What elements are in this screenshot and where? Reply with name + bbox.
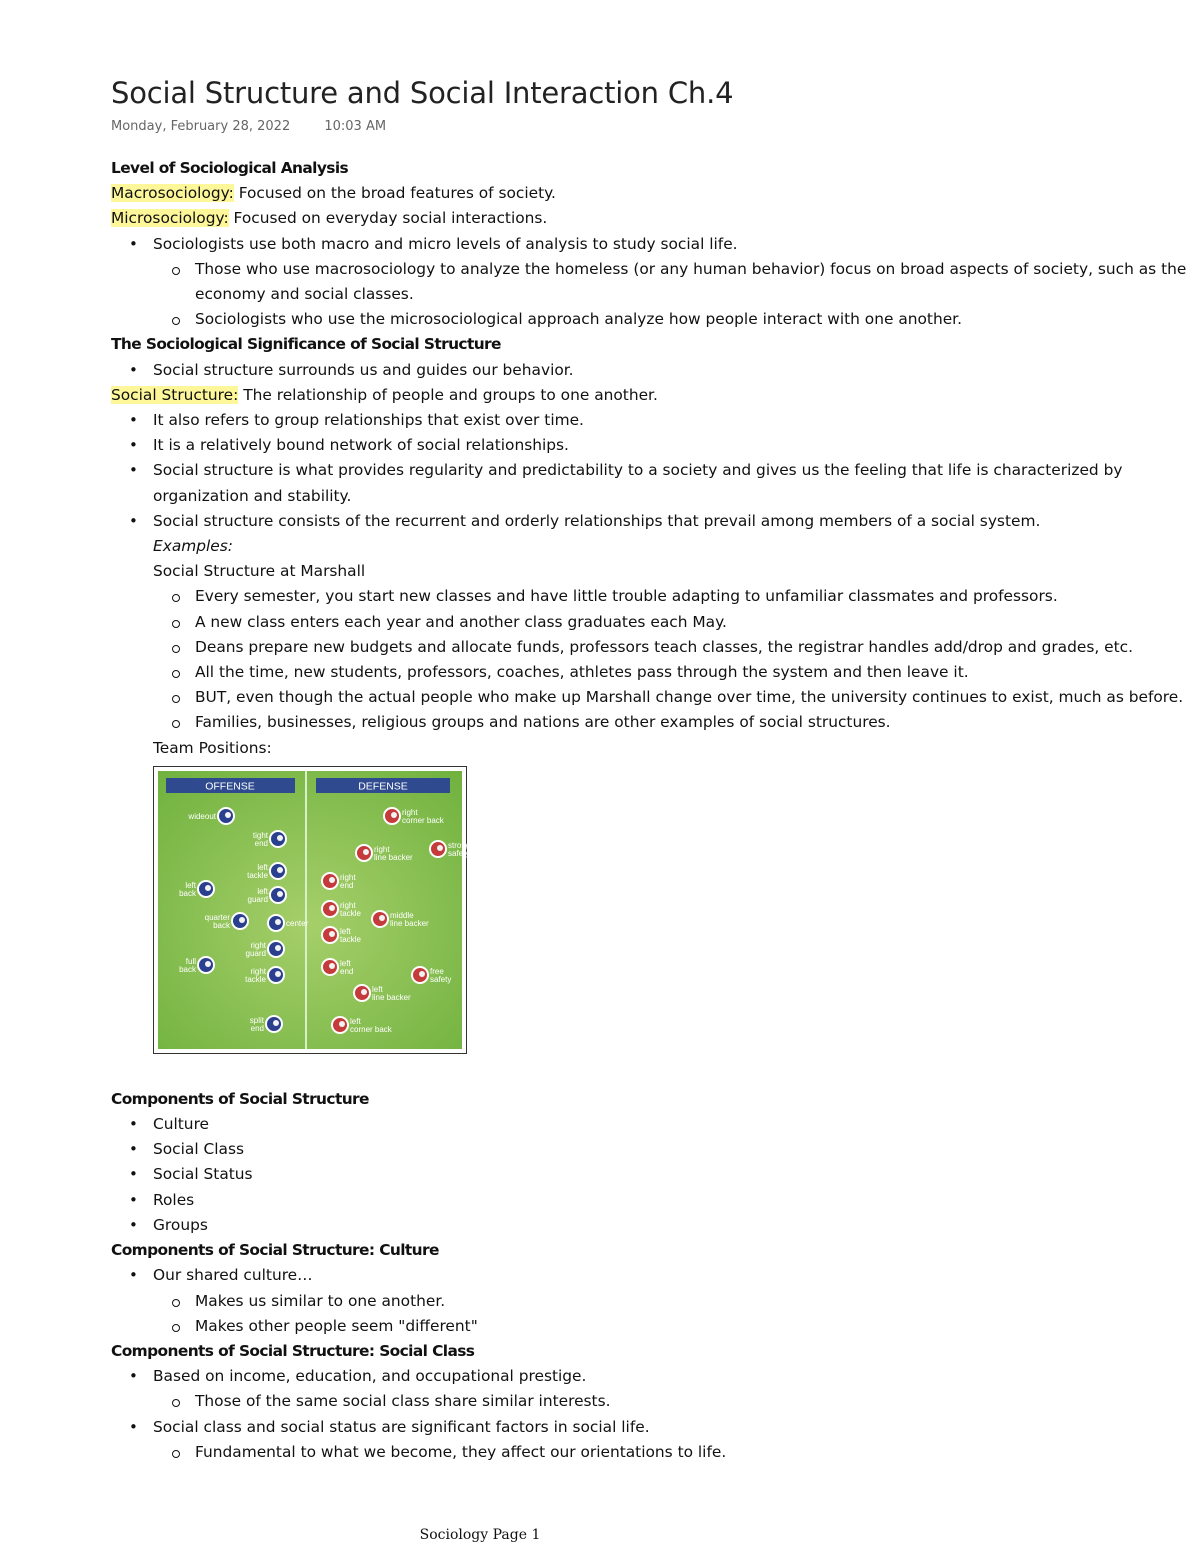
- list-item: • It also refers to group relationships that exist over time.: [111, 408, 1196, 433]
- list-item: Those of the same social class share similar interests.: [153, 1389, 1196, 1414]
- player-helmet-icon: [205, 885, 211, 891]
- page-date: Monday, February 28, 2022: [111, 119, 291, 134]
- definition-social-structure: Social Structure: The relationship of people and groups to one another.: [111, 385, 658, 404]
- examples-label: Examples:: [153, 537, 233, 556]
- player-helmet-icon: [225, 812, 231, 818]
- player-helmet-icon: [275, 919, 281, 925]
- player-helmet-icon: [273, 1020, 279, 1026]
- list-item: • Our shared culture… Makes us similar to one another. Makes other people seem "different": [111, 1263, 1196, 1339]
- player-helmet-icon: [379, 915, 385, 921]
- player-helmet-icon: [205, 961, 211, 967]
- list-item: • Roles: [111, 1188, 1196, 1213]
- sub-list: [153, 1440, 1196, 1465]
- player-helmet-icon: [329, 905, 335, 911]
- list-item: Makes us similar to one another.: [153, 1289, 1196, 1314]
- list-item: • Social Status: [111, 1162, 1196, 1187]
- bullet-list: [111, 408, 1196, 534]
- list-item: • Social structure is what provides regularity and predictability to a society and gives us the feeling that life is characterized by organization and stability.: [111, 458, 1196, 508]
- player-helmet-icon: [419, 971, 425, 977]
- player-helmet-icon: [275, 945, 281, 951]
- page-time: 10:03 AM: [324, 119, 387, 134]
- offense-position-label: full back: [179, 956, 196, 974]
- section-heading: Components of Social Structure: [111, 1089, 369, 1108]
- list-item: • Social Class: [111, 1137, 1196, 1162]
- offense-label: OFFENSE: [205, 780, 255, 793]
- list-item: • Culture: [111, 1112, 1196, 1137]
- player-helmet-icon: [329, 877, 335, 883]
- note-body[interactable]: [111, 156, 1196, 1465]
- list-item: Fundamental to what we become, they affect our orientations to life.: [153, 1440, 1196, 1465]
- defense-position-label: left tackle: [340, 926, 361, 944]
- player-helmet-icon: [329, 963, 335, 969]
- definition-microsociology: Microsociology: Focused on everyday social interactions.: [111, 209, 548, 228]
- player-helmet-icon: [329, 931, 335, 937]
- list-item: • Groups: [111, 1213, 1196, 1238]
- offense-position-label: quarter back: [204, 912, 230, 930]
- defense-position-label: right tackle: [340, 900, 361, 918]
- offense-position-label: split end: [249, 1015, 264, 1033]
- page-timestamp: [111, 119, 386, 134]
- list-item: All the time, new students, professors, coaches, athletes pass through the system and then leave it.: [153, 660, 1196, 685]
- section-heading: Components of Social Structure: Culture: [111, 1241, 439, 1260]
- highlighted-term: Microsociology:: [111, 209, 229, 228]
- defense-position-label: middle line backer: [390, 910, 429, 928]
- defense-position-label: right line backer: [374, 844, 413, 862]
- player-helmet-icon: [339, 1021, 345, 1027]
- offense-position-label: right guard: [245, 940, 266, 958]
- defense-position-label: left end: [340, 958, 354, 976]
- defense-position-label: free safety: [430, 966, 452, 984]
- list-item: Every semester, you start new classes and have little trouble adapting to unfamiliar classmates and professors.: [153, 584, 1196, 609]
- sub-list: [153, 1389, 1196, 1414]
- examples-subheading: Social Structure at Marshall: [153, 562, 366, 581]
- bullet-list: [111, 1263, 1196, 1339]
- offense-position-label: left tackle: [247, 862, 268, 880]
- list-item: • Social class and social status are significant factors in social life. Fundamental to what we become, they affect our orientations to life.: [111, 1415, 1196, 1465]
- offense-position-label: left back: [179, 880, 196, 898]
- list-item: Families, businesses, religious groups and nations are other examples of social structures.: [153, 710, 1196, 735]
- page-footer: Sociology Page 1: [419, 1527, 541, 1543]
- highlighted-term: Social Structure:: [111, 385, 239, 404]
- sub-list: [153, 1289, 1196, 1339]
- section-heading: Level of Sociological Analysis: [111, 159, 349, 177]
- list-item: • Social structure consists of the recurrent and orderly relationships that prevail among members of a social system.: [111, 509, 1196, 534]
- player-helmet-icon: [275, 971, 281, 977]
- defense-position-label: strong safety: [448, 840, 471, 858]
- bullet-list: [111, 1364, 1196, 1465]
- team-positions-label: Team Positions:: [153, 738, 272, 757]
- player-helmet-icon: [277, 891, 283, 897]
- player-helmet-icon: [437, 845, 443, 851]
- list-item: BUT, even though the actual people who make up Marshall change over time, the university continues to exist, much as before.: [153, 685, 1196, 710]
- football-field-diagram: [158, 771, 471, 1049]
- list-item: • Social structure surrounds us and guides our behavior.: [111, 358, 1196, 383]
- offense-position-label: tight end: [252, 830, 268, 848]
- list-item: Deans prepare new budgets and allocate funds, professors teach classes, the registrar handles add/drop and grades, etc.: [153, 635, 1196, 660]
- defense-position-label: left line backer: [372, 984, 411, 1002]
- list-item: Those who use macrosociology to analyze the homeless (or any human behavior) focus on broad aspects of society, such as the economy and social classes.: [153, 257, 1196, 307]
- player-helmet-icon: [361, 989, 367, 995]
- bullet-list: [111, 232, 1196, 333]
- bullet-list: [111, 1112, 1196, 1238]
- sub-list: [153, 584, 1196, 735]
- list-item: Sociologists who use the microsociological approach analyze how people interact with one another.: [153, 307, 1196, 332]
- highlighted-term: Macrosociology:: [111, 184, 234, 203]
- bullet-list: [111, 358, 1196, 383]
- definition-macrosociology: Macrosociology: Focused on the broad features of society.: [111, 184, 556, 203]
- defense-position-label: left corner back: [350, 1016, 392, 1034]
- section-heading: Components of Social Structure: Social Class: [111, 1341, 475, 1360]
- offense-position-label: left guard: [247, 886, 268, 904]
- player-helmet-icon: [277, 867, 283, 873]
- defense-position-label: right end: [340, 872, 356, 890]
- defense-label: DEFENSE: [358, 780, 408, 793]
- list-item: A new class enters each year and another class graduates each May.: [153, 610, 1196, 635]
- list-item: • Based on income, education, and occupational prestige. Those of the same social class share similar interests.: [111, 1364, 1196, 1414]
- football-positions-image[interactable]: [153, 766, 471, 1054]
- offense-position-label: right tackle: [245, 966, 266, 984]
- section-heading: The Sociological Significance of Social Structure: [111, 335, 501, 354]
- player-helmet-icon: [363, 849, 369, 855]
- list-item: Makes other people seem "different": [153, 1314, 1196, 1339]
- offense-position-label: wideout: [188, 811, 216, 821]
- sub-list: [153, 257, 1196, 333]
- offense-position-label: center: [286, 918, 309, 928]
- page-title: Social Structure and Social Interaction Ch.4: [111, 76, 734, 110]
- player-helmet-icon: [239, 917, 245, 923]
- player-helmet-icon: [391, 812, 397, 818]
- list-item: • Sociologists use both macro and micro levels of analysis to study social life. Those who use macrosociology to analyze the homeless (or any human behavior) focus on broad aspects of society, such as the economy and social classes. Sociologists who use the microsociological approach analyze how people interact with one another.: [111, 232, 1196, 333]
- player-helmet-icon: [277, 835, 283, 841]
- list-item: • It is a relatively bound network of social relationships.: [111, 433, 1196, 458]
- defense-position-label: right corner back: [402, 807, 444, 825]
